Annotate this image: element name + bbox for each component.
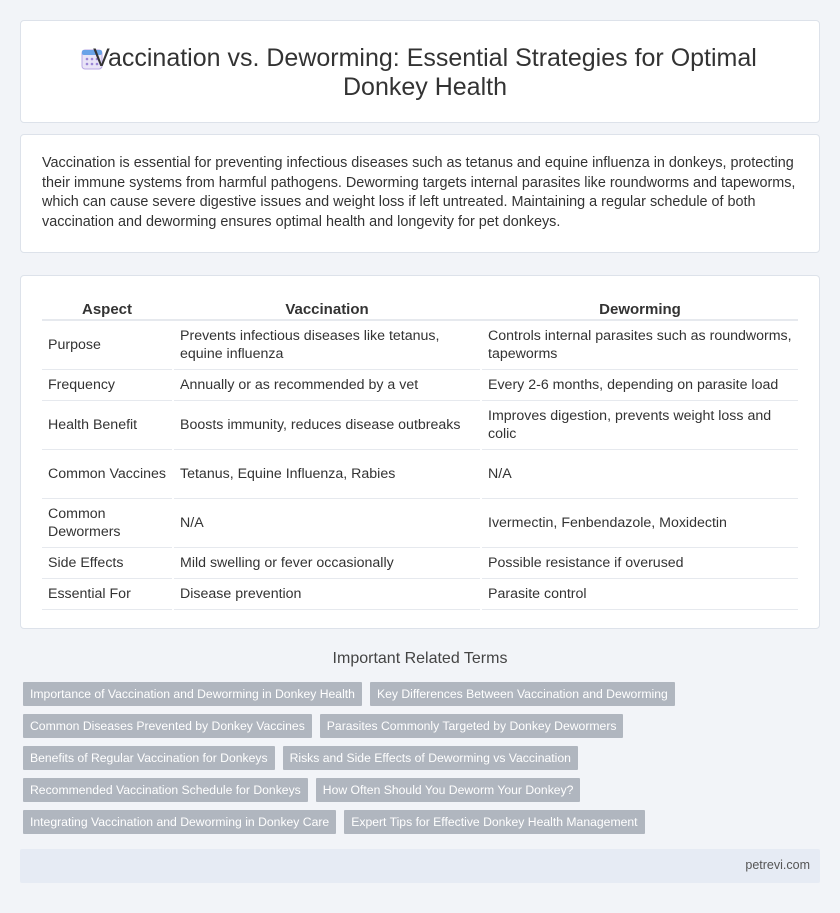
footer-site-link[interactable]: petrevi.com (745, 858, 810, 872)
intro-card (20, 134, 820, 253)
intro-paragraph: Vaccination is essential for preventing infectious diseases such as tetanus and equine influenza in donkeys, protecting their immune systems from harmful pathogens. Deworming targets internal parasites like roundworms and tapeworms, which can cause severe digestive issues and weight loss if left untreated. Maintaining a regular schedule of both vaccination and deworming ensures optimal health and longevity for pet donkeys. (42, 155, 796, 230)
table-row (42, 320, 798, 369)
header-vaccination: Vaccination (173, 296, 481, 320)
tag-row (23, 682, 803, 706)
table-header-row (42, 296, 798, 320)
comparison-table (42, 296, 798, 610)
related-term-link[interactable]: Common Diseases Prevented by Donkey Vaccines (23, 714, 312, 738)
cell-deworming: Possible resistance if overused (481, 547, 798, 578)
tag-row (23, 714, 803, 738)
tag-row (23, 810, 803, 834)
cell-deworming: Every 2-6 months, depending on parasite load (481, 369, 798, 400)
tag-row (23, 778, 803, 802)
cell-aspect: Health Benefit (42, 400, 173, 449)
cell-deworming: Improves digestion, prevents weight loss and colic (481, 400, 798, 449)
table-row (42, 498, 798, 547)
header-aspect: Aspect (42, 296, 173, 320)
related-term-link[interactable]: How Often Should You Deworm Your Donkey? (316, 778, 581, 802)
comparison-card (20, 275, 820, 629)
related-term-link[interactable]: Key Differences Between Vaccination and Deworming (370, 682, 675, 706)
related-term-link[interactable]: Expert Tips for Effective Donkey Health Management (344, 810, 644, 834)
related-term-link[interactable]: Risks and Side Effects of Deworming vs Vaccination (283, 746, 578, 770)
cell-aspect: Purpose (42, 320, 173, 369)
header-deworming: Deworming (481, 296, 798, 320)
cell-vaccination: Boosts immunity, reduces disease outbreaks (173, 400, 481, 449)
cell-deworming: Parasite control (481, 578, 798, 609)
cell-aspect: Common Vaccines (42, 449, 173, 498)
footer (20, 849, 820, 883)
cell-vaccination: Mild swelling or fever occasionally (173, 547, 481, 578)
cell-vaccination: Disease prevention (173, 578, 481, 609)
cell-aspect: Common Dewormers (42, 498, 173, 547)
cell-aspect: Frequency (42, 369, 173, 400)
cell-deworming: N/A (481, 449, 798, 498)
cell-aspect: Side Effects (42, 547, 173, 578)
related-term-link[interactable]: Parasites Commonly Targeted by Donkey Dewormers (320, 714, 624, 738)
related-term-link[interactable]: Benefits of Regular Vaccination for Donkeys (23, 746, 275, 770)
cell-deworming: Controls internal parasites such as roundworms, tapeworms (481, 320, 798, 369)
cell-vaccination: N/A (173, 498, 481, 547)
related-terms-heading: Important Related Terms (332, 650, 508, 667)
table-row (42, 449, 798, 498)
related-terms-list (23, 682, 803, 842)
tag-row (23, 746, 803, 770)
cell-vaccination: Prevents infectious diseases like tetanus, equine influenza (173, 320, 481, 369)
table-row (42, 547, 798, 578)
related-term-link[interactable]: Recommended Vaccination Schedule for Donkeys (23, 778, 308, 802)
table-row (42, 578, 798, 609)
table-row (42, 369, 798, 400)
cell-vaccination: Tetanus, Equine Influenza, Rabies (173, 449, 481, 498)
cell-deworming: Ivermectin, Fenbendazole, Moxidectin (481, 498, 798, 547)
page-title: Vaccination vs. Deworming: Essential Strategies for Optimal Donkey Health (93, 44, 757, 101)
related-term-link[interactable]: Importance of Vaccination and Deworming in Donkey Health (23, 682, 362, 706)
cell-vaccination: Annually or as recommended by a vet (173, 369, 481, 400)
table-row (42, 400, 798, 449)
title-card (20, 20, 820, 123)
cell-aspect: Essential For (42, 578, 173, 609)
related-term-link[interactable]: Integrating Vaccination and Deworming in Donkey Care (23, 810, 336, 834)
